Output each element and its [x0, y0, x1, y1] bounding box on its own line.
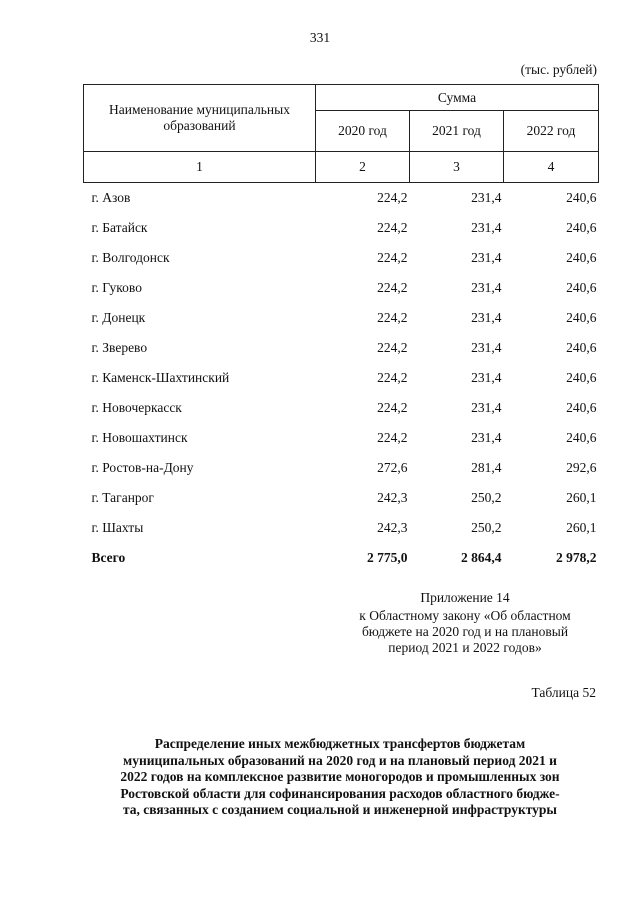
value-2021: 231,4 — [471, 280, 502, 295]
total-label: Всего — [91, 550, 126, 565]
municipality-name: г. Каменск-Шахтинский — [91, 370, 230, 385]
document-title — [80, 736, 600, 819]
value-2020: 224,2 — [377, 280, 408, 295]
value-2020: 272,6 — [377, 460, 408, 475]
value-2022: 292,6 — [566, 460, 597, 475]
table-number-label: Таблица 52 — [531, 685, 596, 700]
value-2020: 242,3 — [377, 490, 408, 505]
title-line: та, связанных с созданием социальной и инженерной инфраструктуры — [123, 802, 557, 817]
table-row — [84, 243, 599, 273]
value-2022: 240,6 — [566, 340, 597, 355]
table-header — [84, 85, 599, 183]
value-2020: 224,2 — [377, 310, 408, 325]
col-number-1: 1 — [84, 152, 316, 183]
municipality-name: г. Донецк — [91, 310, 146, 325]
header-year-2022: 2022 год — [504, 111, 599, 152]
value-2021: 281,4 — [471, 460, 502, 475]
value-2022: 260,1 — [566, 520, 597, 535]
value-2021: 250,2 — [471, 520, 502, 535]
appendix-block — [330, 590, 600, 656]
value-2022: 240,6 — [566, 250, 597, 265]
table-row — [84, 363, 599, 393]
value-2020: 224,2 — [377, 340, 408, 355]
table-row — [84, 213, 599, 243]
table-row — [84, 423, 599, 453]
value-2021: 231,4 — [471, 190, 502, 205]
col-number-3: 3 — [410, 152, 504, 183]
table-row — [84, 513, 599, 543]
value-2021: 231,4 — [471, 370, 502, 385]
municipality-name: г. Ростов-на-Дону — [91, 460, 194, 475]
value-2022: 240,6 — [566, 190, 597, 205]
col-number-4: 4 — [504, 152, 599, 183]
municipality-name: г. Зверево — [91, 340, 148, 355]
municipality-name: г. Новочеркасск — [91, 400, 182, 415]
value-2020: 224,2 — [377, 370, 408, 385]
municipality-name: г. Новошахтинск — [91, 430, 188, 445]
total-2022: 2 978,2 — [556, 550, 597, 565]
table-body — [84, 183, 599, 574]
table-row — [84, 303, 599, 333]
value-2021: 231,4 — [471, 400, 502, 415]
value-2021: 231,4 — [471, 220, 502, 235]
value-2022: 260,1 — [566, 490, 597, 505]
value-2021: 231,4 — [471, 250, 502, 265]
header-year-2020: 2020 год — [316, 111, 410, 152]
value-2022: 240,6 — [566, 280, 597, 295]
value-2022: 240,6 — [566, 310, 597, 325]
title-line: муниципальных образований на 2020 год и на плановый период 2021 и — [123, 752, 557, 768]
value-2021: 250,2 — [471, 490, 502, 505]
value-2020: 224,2 — [377, 190, 408, 205]
units-label: (тыс. рублей) — [520, 62, 597, 77]
value-2020: 224,2 — [377, 220, 408, 235]
value-2022: 240,6 — [566, 400, 597, 415]
header-year-2021: 2021 год — [410, 111, 504, 152]
value-2020: 242,3 — [377, 520, 408, 535]
appendix-line: бюджете на 2020 год и на плановый — [361, 624, 569, 639]
title-line: Распределение иных межбюджетных трансфертов бюджетам — [154, 736, 526, 751]
total-row — [84, 543, 599, 573]
table-row — [84, 273, 599, 303]
title-line: 2022 годов на комплексное развитие моногородов и промышленных зон — [120, 769, 560, 784]
table-row — [84, 333, 599, 363]
col-number-2: 2 — [316, 152, 410, 183]
municipality-name: г. Батайск — [91, 220, 148, 235]
value-2020: 224,2 — [377, 400, 408, 415]
appendix-line: к Областному закону «Об областном — [359, 608, 571, 623]
table-row — [84, 393, 599, 423]
transfers-table — [83, 84, 599, 573]
table-row — [84, 183, 599, 214]
table-row — [84, 453, 599, 483]
municipality-name: г. Волгодонск — [91, 250, 170, 265]
value-2020: 224,2 — [377, 250, 408, 265]
municipality-name: г. Шахты — [91, 520, 144, 535]
appendix-title: Приложение 14 — [420, 590, 510, 605]
title-line: Ростовской области для софинансирования расходов областного бюдже- — [120, 785, 560, 801]
value-2022: 240,6 — [566, 370, 597, 385]
municipality-name: г. Таганрог — [91, 490, 154, 505]
page-number: 331 — [309, 30, 331, 45]
header-sum: Сумма — [316, 85, 599, 111]
value-2021: 231,4 — [471, 340, 502, 355]
value-2022: 240,6 — [566, 220, 597, 235]
municipality-name: г. Гуково — [91, 280, 142, 295]
municipality-name: г. Азов — [91, 190, 131, 205]
value-2021: 231,4 — [471, 430, 502, 445]
value-2021: 231,4 — [471, 310, 502, 325]
table-row — [84, 483, 599, 513]
total-2020: 2 775,0 — [367, 550, 408, 565]
header-name: Наименование муниципальных образований — [84, 85, 316, 152]
total-2021: 2 864,4 — [461, 550, 502, 565]
appendix-line: период 2021 и 2022 годов» — [388, 640, 542, 655]
value-2020: 224,2 — [377, 430, 408, 445]
value-2022: 240,6 — [566, 430, 597, 445]
